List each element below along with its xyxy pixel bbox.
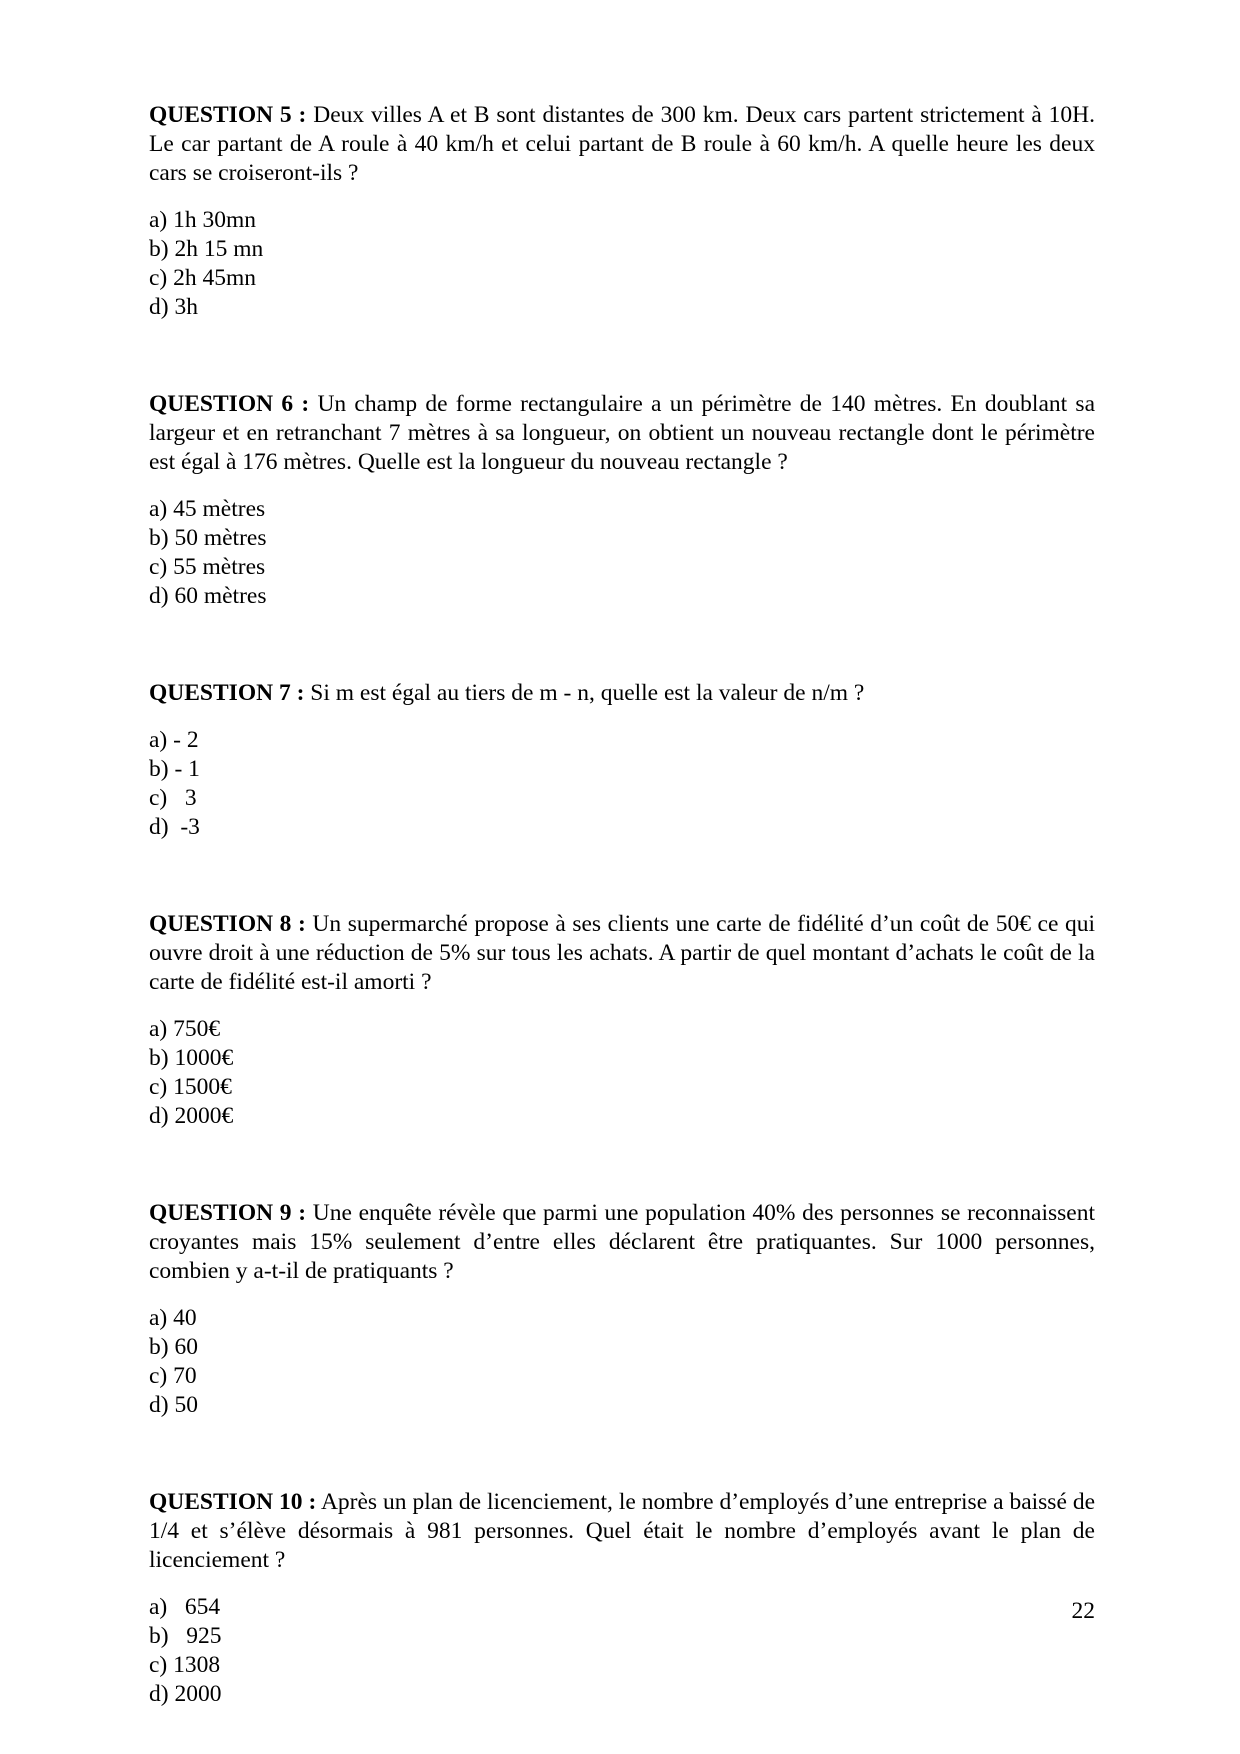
question-text [149,101,1095,188]
option-a: a) - 2 [149,727,199,753]
question-text [149,910,1095,997]
question-8 [149,910,1095,1131]
option-d: d) -3 [149,814,200,840]
option-b: b) 60 [149,1334,198,1360]
question-body: Deux villes A et B sont distantes de 300 km. Deux cars partent strictement à 10H. Le car partant de A roule à 40 km/h et celui partant de B roule à 60 km/h. A quelle heure les deux cars se croiseront-ils ? [149,102,1095,186]
question-10 [149,1488,1095,1709]
answer-options [149,1015,1095,1131]
question-body: Un champ de forme rectangulaire a un périmètre de 140 mètres. En doublant sa largeur et en retranchant 7 mètres à sa longueur, on obtient un nouveau rectangle dont le périmètre est égal à 176 mètres. Quelle est la longueur du nouveau rectangle ? [149,391,1095,475]
option-d: d) 3h [149,294,198,320]
option-d: d) 2000 [149,1681,222,1707]
answer-options [149,1593,1095,1709]
question-text [149,1488,1095,1575]
option-b: b) 50 mètres [149,525,267,551]
option-a: a) 40 [149,1305,197,1331]
option-b: b) 1000€ [149,1045,234,1071]
question-text [149,390,1095,477]
question-text [149,1199,1095,1286]
option-a: a) 750€ [149,1016,221,1042]
question-label: QUESTION 6 : [149,391,310,417]
question-body: Un supermarché propose à ses clients une carte de fidélité d’un coût de 50€ ce qui ouvre droit à une réduction de 5% sur tous les achats. A partir de quel montant d’achats le coût de la carte de fidélité est-il amorti ? [149,911,1095,995]
answer-options [149,495,1095,611]
answer-options [149,206,1095,322]
question-label: QUESTION 7 : [149,680,305,706]
option-d: d) 50 [149,1392,198,1418]
option-a: a) 654 [149,1594,221,1620]
option-c: c) 2h 45mn [149,265,257,291]
question-6 [149,390,1095,611]
question-label: QUESTION 8 : [149,911,306,937]
question-body: Si m est égal au tiers de m - n, quelle est la valeur de n/m ? [310,680,865,706]
option-a: a) 45 mètres [149,496,266,522]
option-d: d) 2000€ [149,1103,234,1129]
question-label: QUESTION 9 : [149,1200,307,1226]
question-body: Une enquête révèle que parmi une population 40% des personnes se reconnaissent croyantes mais 15% seulement d’entre elles déclarent être pratiquantes. Sur 1000 personnes, combien y a-t-il de pratiquants ? [149,1200,1096,1284]
question-label: QUESTION 5 : [149,102,307,128]
option-c: c) 3 [149,785,197,811]
option-c: c) 1308 [149,1652,221,1678]
option-b: b) 2h 15 mn [149,236,264,262]
answer-options [149,1304,1095,1420]
question-body: Après un plan de licenciement, le nombre d’employés d’une entreprise a baissé de 1/4 et s’élève désormais à 981 personnes. Quel était le nombre d’employés avant le plan de licenciement ? [149,1489,1095,1573]
question-7 [149,679,1095,842]
option-a: a) 1h 30mn [149,207,257,233]
option-b: b) 925 [149,1623,222,1649]
option-b: b) - 1 [149,756,200,782]
document-page [149,101,1095,1709]
option-c: c) 70 [149,1363,197,1389]
option-c: c) 1500€ [149,1074,232,1100]
question-5 [149,101,1095,322]
option-d: d) 60 mètres [149,583,267,609]
answer-options [149,726,1095,842]
question-9 [149,1199,1095,1420]
question-text [149,679,1095,708]
option-c: c) 55 mètres [149,554,266,580]
page-number: 22 [1071,1598,1095,1624]
question-label: QUESTION 10 : [149,1489,317,1515]
